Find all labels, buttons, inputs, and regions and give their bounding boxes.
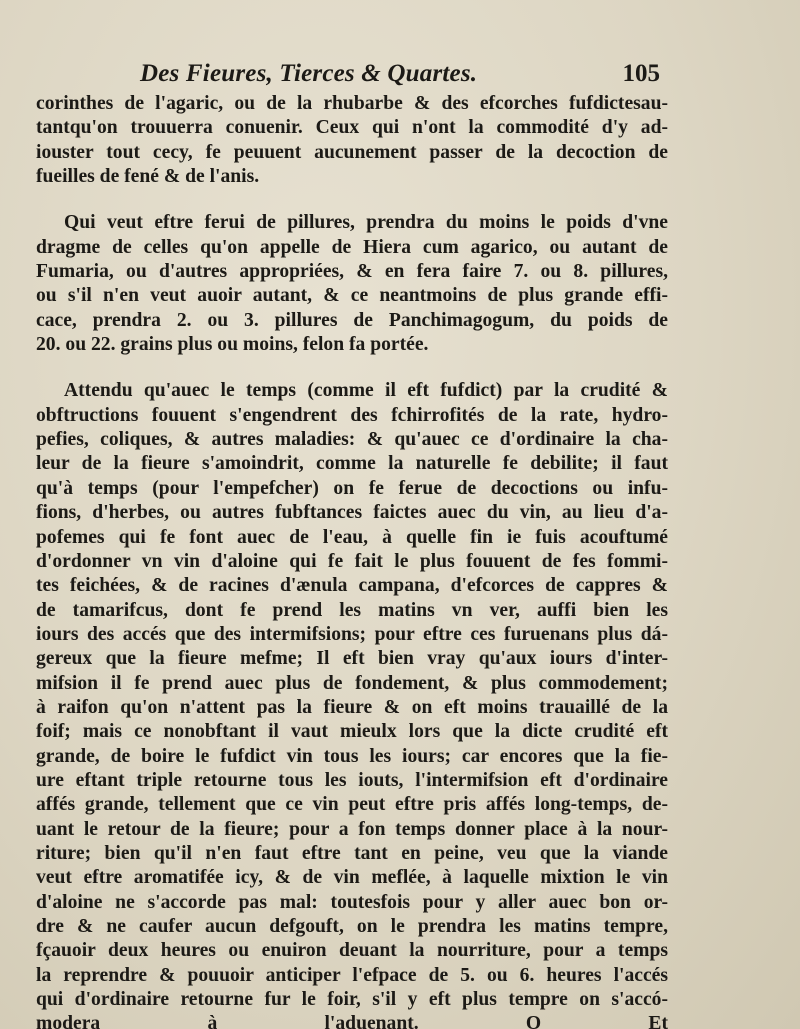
text-line: à raifon qu'on n'attent pas la fieure & on eft moins trauaillé de la (36, 696, 668, 718)
page-header (140, 60, 660, 92)
text-line: foif; mais ce nonobftant il vaut mieulx lors que la dicte crudité eft (36, 721, 668, 743)
text-line: dragme de celles qu'on appelle de Hiera cum agarico, ou autant de (36, 236, 668, 258)
text-line: affés grande, tellement que ce vin peut eftre pris affés long-temps, de- (36, 794, 668, 816)
text-line: dre & ne caufer aucun defgouft, on le prendra les matins tempre, (36, 916, 668, 937)
text-line: qui d'ordinaire retourne fur le foir, s'il y eft plus tempre on s'accó- (36, 989, 668, 1011)
running-title: Des Fieures, Tierces & Quartes. (140, 60, 478, 87)
text-line: la reprendre & pouuoir anticiper l'efpace de 5. ou 6. heures l'accés (36, 964, 668, 986)
text-line: ou s'il n'en veut auoir autant, & ce neantmoins de plus grande effi- (36, 285, 668, 307)
text-line: fions, d'herbes, ou autres fubftances faictes auec du vin, au lieu d'a- (36, 502, 668, 524)
text-line: 20. ou 22. grains plus ou moins, felon fa portée. (36, 334, 429, 356)
text-line: leur de la fieure s'amoindrit, comme la naturelle fe debilite; il faut (36, 453, 668, 475)
body-text (36, 92, 668, 1029)
text-line: corinthes de l'agaric, ou de la rhubarbe & des efcorches fufdictesau- (36, 93, 668, 114)
text-line: Fumaria, ou d'autres appropriées, & en fera faire 7. ou 8. pillures, (36, 261, 668, 283)
text-line: de tamarifcus, dont fe prend les matins vn ver, auffi bien les (36, 599, 668, 621)
paragraph-gap (36, 357, 668, 379)
text-line: riture; bien qu'il n'en faut eftre tant en peine, veu que la viande (36, 842, 668, 864)
paragraph (36, 379, 668, 1029)
text-line: fueilles de fené & de l'anis. (36, 166, 260, 188)
text-line: mifsion il fe prend auec plus de fondement, & plus commodement; (36, 672, 668, 694)
text-line: tantqu'on trouuerra conuenir. Ceux qui n'ont la commodité d'y ad- (36, 117, 668, 139)
paragraph (36, 211, 668, 357)
text-line: obftructions fouuent s'engendrent des fchirrofités de la rate, hydro- (36, 404, 668, 426)
text-line: ure eftant triple retourne tous les iouts, l'intermifsion eft d'ordinaire (36, 769, 668, 791)
text-line: gereux que la fieure mefme; Il eft bien vray qu'aux iours d'inter- (36, 648, 668, 670)
text-line: veut eftre aromatifée icy, & de vin meflée, à laquelle mixtion le vin (36, 867, 668, 889)
text-line: Attendu qu'auec le temps (comme il eft fufdict) par la crudité & (64, 380, 668, 402)
text-line: Qui veut eftre ferui de pillures, prendra du moins le poids d'vne (64, 212, 668, 234)
text-line: tes feichées, & de racines d'ænula campana, d'efcorces de cappres & (36, 575, 668, 597)
text-line: d'ordonner vn vin d'aloine qui fe fait le plus fouuent de fes fommi- (36, 550, 668, 572)
text-line: pefies, coliques, & autres maladies: & qu'auec ce d'ordinaire la cha- (36, 429, 668, 451)
text-line: uant le retour de la fieure; pour a fon temps donner place à la nour- (36, 818, 668, 840)
paragraph-gap (36, 189, 668, 211)
page-number: 105 (622, 60, 660, 87)
paragraph (36, 92, 668, 189)
text-line: d'aloine ne s'accorde pas mal: toutesfois pour y aller auec bon or- (36, 891, 668, 913)
text-line: cace, prendra 2. ou 3. pillures de Panchimagogum, du poids de (36, 309, 668, 331)
text-line: modera à l'aduenant. O Et (36, 1013, 668, 1029)
text-line: iouster tout cecy, fe peuuent aucunement passer de la decoction de (36, 141, 668, 163)
text-line: iours des accés que des intermifsions; pour eftre ces furuenans plus dá- (36, 623, 668, 645)
text-line: pofemes qui fe font auec de l'eau, à quelle fin ie fuis acouftumé (36, 526, 668, 548)
text-line: grande, de boire le fufdict vin tous les iours; car encores que la fie- (36, 745, 668, 767)
text-line: fçauoir deux heures ou enuiron deuant la nourriture, pour a temps (36, 940, 668, 962)
text-line: qu'à temps (pour l'empefcher) on fe ferue de decoctions ou infu- (36, 477, 668, 499)
